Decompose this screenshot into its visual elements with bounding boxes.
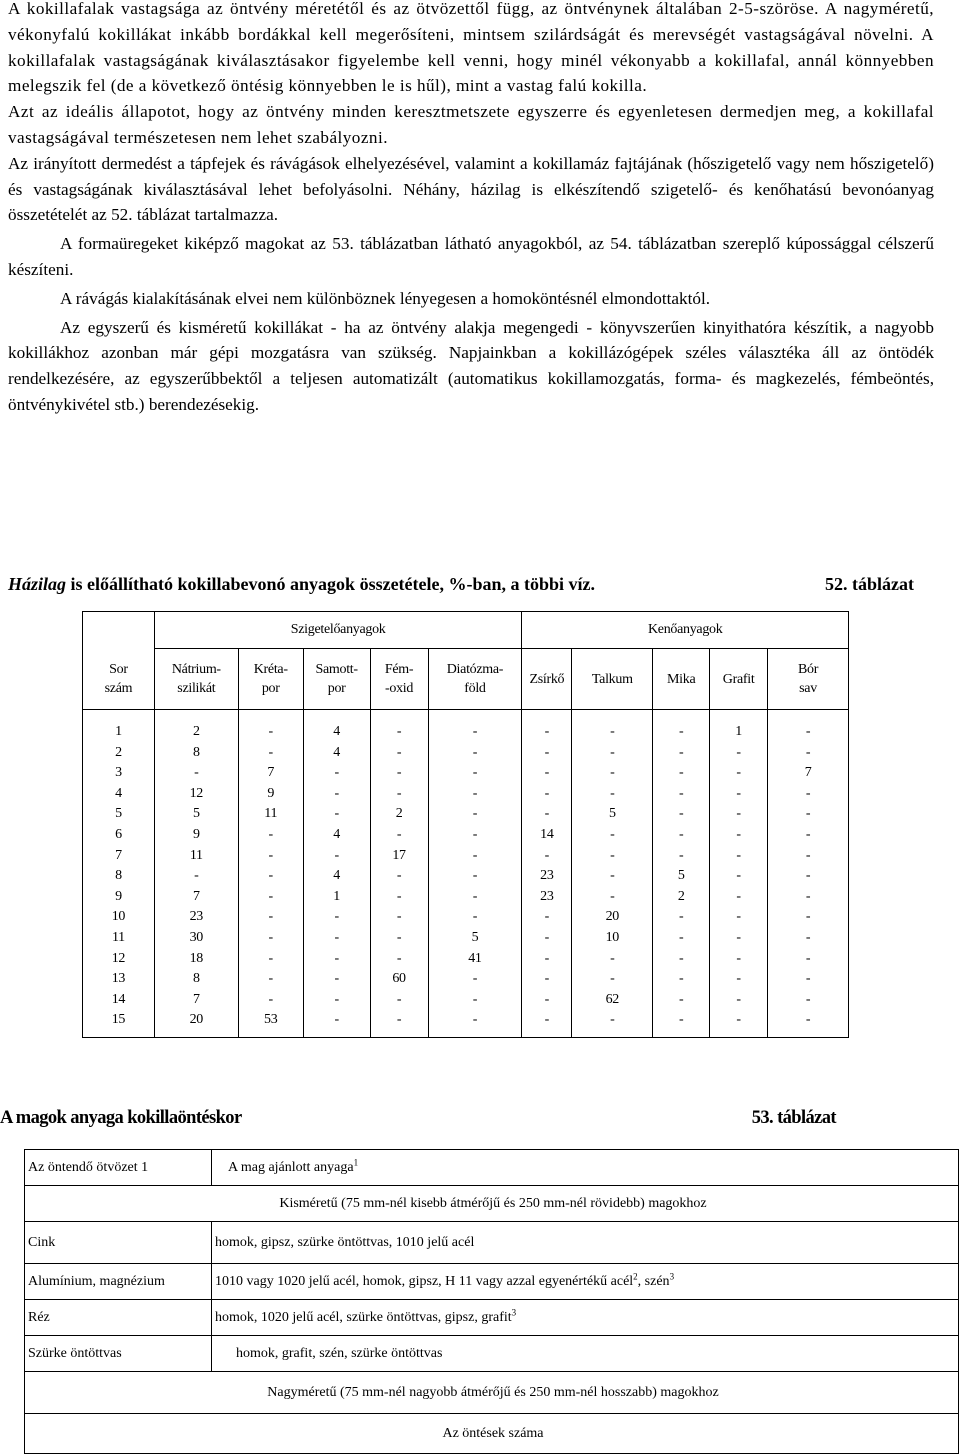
table52-cell: - [610,847,615,863]
table52-cell: - [334,1012,339,1028]
table52-cell: 9 [115,888,122,904]
table52 [82,611,849,1038]
table52-cell: 9 [267,785,275,801]
table52-cell: - [805,847,811,863]
table52-cell: - [268,909,273,925]
table52-cell: - [396,744,402,760]
table52-cell: - [268,888,273,904]
table53-castings-count: Az öntések száma [25,1414,959,1454]
table52-column-header: Zsírkő [522,649,572,710]
table52-label: 52. táblázat [825,574,914,594]
table52-cell: - [805,991,811,1007]
paragraph: Azt az ideális állapotot, hogy az öntvény minden keresztmetszete egyszerre és egyenletesen dermedjen meg, a kokillafal vastagságával természetesen nem lehet szabályozni. [8,102,934,147]
table52-cell: - [736,909,741,925]
table52-cell: 12 [189,785,204,801]
table53-label: 53. táblázat [751,1108,836,1128]
paragraph: A formaüregeket kiképző magokat az 53. táblázatban látható anyagokból, az 54. táblázatban szereplő kúpossággal célszerű készíteni. [8,234,934,279]
table52-cell: - [736,950,741,966]
table52-cell: 23 [189,909,204,925]
table52-cell: - [679,785,684,801]
table52-cell: - [472,868,478,884]
table53-title: A magok anyaga kokillaöntéskor [0,1108,242,1128]
material-text: 1010 vagy 1020 jelű acél, homok, gipsz, H 11 vagy azzal egyenértékű acél [215,1273,634,1289]
table52-cell: - [610,1012,615,1028]
table52-cell: - [268,847,273,863]
table52-cell: - [268,868,273,884]
table52-cell: - [679,806,684,822]
table52-cell: 10 [111,909,126,925]
table52-cell: - [334,785,339,801]
table53-alloy: Cink [25,1222,212,1264]
table52-cell: 18 [189,950,204,966]
table52-cell: - [736,806,741,822]
table52-cell: - [334,909,339,925]
table52-cell: - [736,991,741,1007]
table52-cell: - [472,806,478,822]
table52-cell: - [472,765,478,781]
table52-cell: - [805,909,811,925]
table52-cell: - [268,724,273,739]
table53-col1-header: Az öntendő ötvözet 1 [25,1150,212,1186]
table52-cell: - [679,847,684,863]
table52-column-header: Kréta- por [238,649,303,710]
table52-column-header: Mika [653,649,710,710]
table52-cell: - [472,1012,478,1028]
table52-cell: - [610,785,615,801]
table52-cell: - [805,744,811,760]
footnote-ref: 2 [633,1270,638,1281]
table52-cell: 1 [115,724,122,739]
table52-cell: - [736,971,741,987]
table52-cell: - [396,1012,402,1028]
table52-cell: 53 [264,1012,278,1028]
table52-cell: - [334,950,339,966]
table52-cell: - [396,785,402,801]
table52-cell: - [544,847,550,863]
table52-cell: 5 [608,806,616,822]
table52-cell: 9 [192,826,200,842]
material-text: homok, 1020 jelű acél, szürke öntöttvas, gipsz, grafit [215,1309,512,1325]
table52-cell: - [268,744,273,760]
table52-column-header: Nátrium- szilikát [154,649,238,710]
table52-cell: 14 [111,991,126,1007]
table52-cell: 8 [115,868,122,884]
table52-cell: - [610,950,615,966]
table52-cell: - [334,847,339,863]
table52-cell: - [679,724,684,739]
table52-cell: - [736,785,741,801]
table53-alloy: Alumínium, magnézium [25,1264,212,1300]
table52-cell: 5 [115,806,122,822]
table53-material [212,1300,959,1336]
table52-cell: - [679,929,684,945]
table52-cell: 8 [192,744,200,760]
table52-cell: - [472,971,478,987]
table52-cell: - [610,868,615,884]
table52-cell: - [544,765,550,781]
table52-cell: - [194,868,199,884]
table52-cell: 15 [111,1012,126,1028]
table52-cell: - [544,806,550,822]
table52-cell: 13 [111,971,126,987]
table53-large-section: Nagyméretű (75 mm-nél nagyobb átmérőjű és 250 mm-nél hosszabb) magokhoz [25,1372,959,1414]
table52-cell: 3 [115,765,122,781]
table52-cell: - [610,888,615,904]
table52-cell: - [736,868,741,884]
table52-column-values [370,710,428,1038]
table52-column-values [303,710,370,1038]
table52-cell: - [544,909,550,925]
table52-cell: 7 [267,765,275,781]
table52-cell: - [679,991,684,1007]
table52-column-header: Sor szám [83,649,155,710]
table52-cell: - [610,724,615,739]
table52-cell: 2 [115,744,122,760]
table52-cell: 10 [605,929,619,945]
table52-cell: - [268,929,273,945]
footnote-ref: 3 [511,1306,517,1317]
table52-cell: - [334,765,339,781]
table52-cell: - [396,991,402,1007]
table52-column-values [522,710,572,1038]
table52-cell: 20 [605,909,619,925]
table52-cell: 14 [540,826,554,842]
table52-cell: 62 [605,991,619,1007]
body-text [8,0,934,418]
table52-cell: - [194,765,199,781]
table53-heading [0,1108,836,1129]
table52-cell: - [472,785,478,801]
table52-cell: - [334,806,339,822]
table52-cell: - [679,971,684,987]
table52-column-header: Bór sav [768,649,849,710]
table52-cell: 5 [471,929,479,945]
table52-cell: 4 [333,826,340,842]
table52-cell: - [396,950,402,966]
table52-column-header: Grafit [710,649,768,710]
table53-material: homok, grafit, szén, szürke öntöttvas [212,1336,959,1372]
table52-cell: - [334,991,339,1007]
table52-cell: - [334,971,339,987]
table52-cell: - [544,1012,550,1028]
paragraph: Az egyszerű és kisméretű kokillákat - ha az öntvény alakja megengedi - könyvszerűen kinyithatóra készítik, a nagyobb kokillákhoz azonban már gépi mozgatásra van szükség. Napjainkban a kokillázógépek széles választéka áll az öntödék rendelkezésére, az egyszerűbbektől a teljesen automatizált (automatikus kokillamozgatás, forma- és magkezelés, fémbeöntés, öntvénykivétel stb.) berendezésekig. [8,317,934,414]
table53-col2-header [212,1150,959,1186]
table52-cell: - [805,785,811,801]
footnote-ref: 1 [353,1156,359,1167]
table52-cell: - [472,847,478,863]
table52-cell: 8 [192,971,200,987]
paragraph: Az irányított dermedést a tápfejek és rávágások elhelyezésével, valamint a kokillamáz fajtájának (hőszigetelő vagy nem hőszigetelő) és vastagságának kiválasztásával lehet befolyásolni. Néhány, házilag is elkészítendő szigetelő- és kenőhatású bevonóanyag összetételét az 52. táblázat tartalmazza. [8,153,934,225]
table52-cell: - [679,950,684,966]
table52-heading [8,574,914,595]
table52-cell: - [472,724,478,739]
table52-cell: - [472,888,478,904]
table52-cell: - [805,971,811,987]
table52-column-values [83,710,155,1038]
table52-cell: - [736,929,741,945]
table52-cell: - [268,991,273,1007]
table52-cell: 7 [192,991,200,1007]
table52-cell: 11 [189,847,203,863]
table52-cell: - [805,868,811,884]
table52-empty-corner [83,612,155,649]
table52-cell: - [544,991,550,1007]
table52-title-italic: Házilag [8,574,67,594]
table52-cell: 7 [115,847,122,863]
table52-cell: 4 [333,868,340,884]
table53 [24,1149,959,1454]
table52-cell: 5 [677,868,685,884]
table53-small-section: Kisméretű (75 mm-nél kisebb átmérőjű és 250 mm-nél rövidebb) magokhoz [25,1186,959,1222]
table53-col2-header-text: A mag ajánlott anyaga [228,1159,354,1175]
table52-cell: 7 [804,765,812,781]
table52-column-values [238,710,303,1038]
table52-cell: - [805,806,811,822]
table52-cell: - [396,888,402,904]
table52-column-header: Samott- por [303,649,370,710]
table52-cell: - [805,950,811,966]
table52-data-block [83,710,849,1038]
table52-cell: 4 [333,724,340,739]
table52-cell: 1 [735,724,742,739]
table52-cell: - [472,744,478,760]
table52-cell: - [610,765,615,781]
table52-cell: 17 [392,847,406,863]
table52-cell: 6 [115,826,122,842]
table52-cell: 2 [677,888,685,904]
table52-cell: - [544,929,550,945]
table52-cell: - [396,765,402,781]
table52-cell: - [472,991,478,1007]
table52-cell: 4 [115,785,122,801]
table52-column-values [572,710,653,1038]
table52-column-values [154,710,238,1038]
table52-cell: - [610,744,615,760]
paragraph: A kokillafalak vastagsága az öntvény méretétől és az ötvözettől függ, az öntvénynek általában 2-5-szöröse. A nagyméretű, vékonyfalú kokillákat inkább bordákkal kell megerősíteni, mintsem szilárdságát és merevségét vastagságával növelni. A kokillafalak vastagságának kiválasztásakor figyelembe kell venni, hogy minél vékonyabb a kokillafal, annál könnyebben melegszik fel (de a következő öntésig könnyebben le is hűl), mint a vastag falú kokilla. [8,0,934,96]
table52-cell: - [736,744,741,760]
table53-material: homok, gipsz, szürke öntöttvas, 1010 jelű acél [212,1222,959,1264]
table52-cell: - [472,909,478,925]
table52-cell: 1 [333,888,340,904]
table52-cell: - [268,950,273,966]
table52-cell: 30 [189,929,204,945]
table52-column-values [710,710,768,1038]
table52-group-insulating: Szigetelőanyagok [154,612,522,649]
footnote-ref: 3 [669,1270,675,1281]
table52-column-values [653,710,710,1038]
table52-cell: - [396,929,402,945]
table52-cell: - [679,909,684,925]
table52-column-values [768,710,849,1038]
table52-cell: 23 [540,868,554,884]
table52-cell: - [736,765,741,781]
table52-cell: 2 [395,806,403,822]
table52-cell: - [679,826,684,842]
table53-alloy: Réz [25,1300,212,1336]
table52-column-header: Diatózma- föld [428,649,522,710]
table52-cell: - [268,826,273,842]
paragraph: A rávágás kialakításának elvei nem különböznek lényegesen a homoköntésnél elmondottaktól. [60,288,711,308]
material-text: , szén [637,1273,670,1289]
table52-cell: - [544,744,550,760]
table52-cell: - [736,826,741,842]
table52-cell: - [396,724,402,739]
table52-cell: - [610,971,615,987]
table52-cell: - [736,1012,741,1028]
table52-cell: - [268,971,273,987]
table52-cell: 41 [468,950,482,966]
table52-cell: 60 [392,971,406,987]
table52-cell: - [805,888,811,904]
table52-title [8,574,595,595]
table52-cell: 20 [189,1012,204,1028]
table52-cell: - [805,1012,811,1028]
table52-cell: - [679,765,684,781]
table52-cell: - [805,929,811,945]
table52-column-header: Talkum [572,649,653,710]
table52-cell: - [679,744,684,760]
table52-cell: 5 [192,806,200,822]
table52-cell: 7 [192,888,200,904]
table52-cell: - [805,826,811,842]
table52-group-lubricating: Kenőanyagok [522,612,849,649]
table52-column-values [428,710,522,1038]
table52-cell: - [334,929,339,945]
table52-cell: 11 [111,929,125,945]
table52-cell: 12 [111,950,126,966]
table52-cell: 4 [333,744,340,760]
table52-cell: - [544,950,550,966]
table52-cell: - [396,909,402,925]
table52-cell: - [679,1012,684,1028]
table52-cell: 2 [192,724,200,739]
table52-title-rest: is előállítható kokillabevonó anyagok összetétele, %-ban, a többi víz. [66,574,596,594]
table52-cell: - [610,826,615,842]
table52-cell: - [805,724,811,739]
table52-cell: - [544,724,550,739]
table52-cell: - [396,868,402,884]
table52-cell: 23 [540,888,554,904]
table52-column-header: Fém- -oxid [370,649,428,710]
table52-cell: - [736,847,741,863]
table52-cell: - [736,888,741,904]
table52-cell: - [472,826,478,842]
table53-alloy: Szürke öntöttvas [25,1336,212,1372]
table52-cell: - [544,785,550,801]
table52-cell: - [544,971,550,987]
table52-cell: 11 [264,806,278,822]
table52-cell: - [396,826,402,842]
table53-material [212,1264,959,1300]
